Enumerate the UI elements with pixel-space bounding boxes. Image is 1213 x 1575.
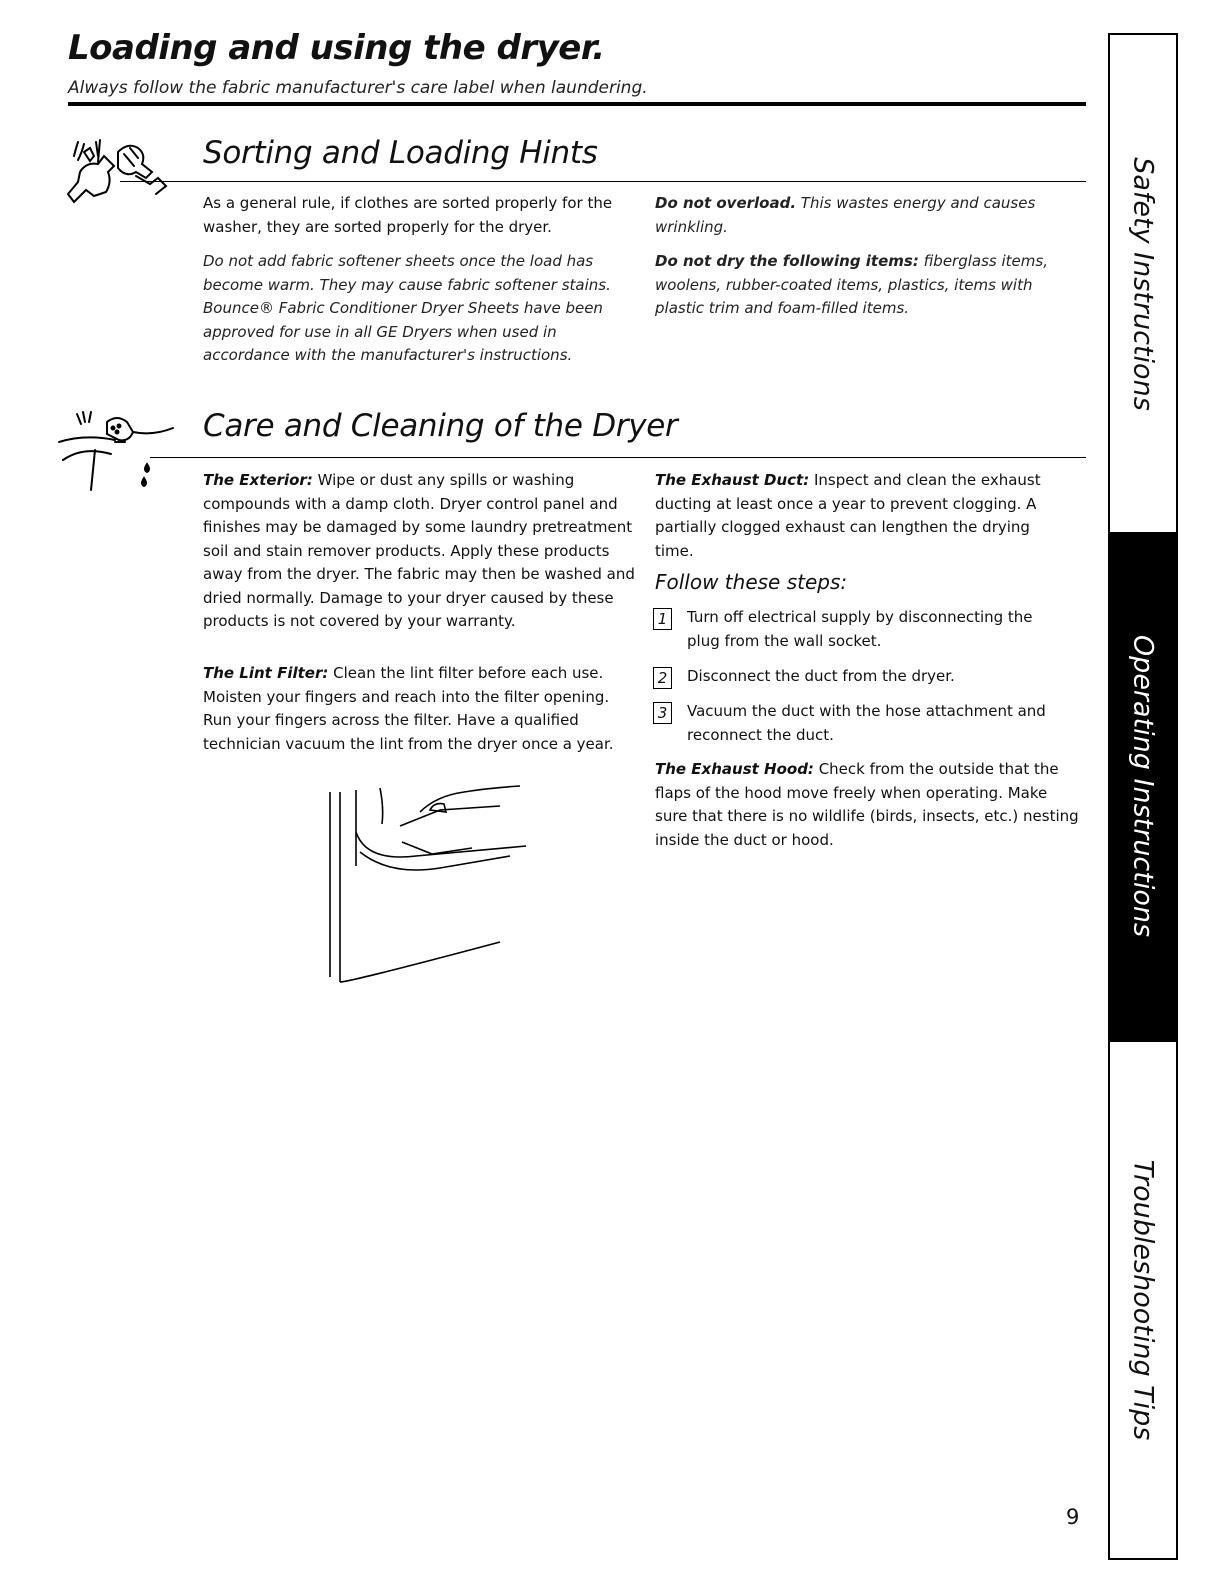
step-item [653,606,1063,653]
step-number: 2 [653,667,672,689]
step-text: Vacuum the duct with the hose attachment and reconnect the duct. [687,702,1046,744]
lint-filter-illustration [320,782,530,987]
steps-heading: Follow these steps: [655,570,848,594]
sidebar-tab-label: Operating Instructions [1127,634,1159,938]
duct-lead: The Exhaust Duct: [655,471,810,489]
clothes-icon [58,130,188,230]
dont-dry-lead: Do not dry the following items: [655,252,919,270]
section-title-sorting: Sorting and Loading Hints [203,135,598,171]
sorting-para-dont-dry [655,250,1065,321]
hood-text: Check from the outside that the flaps of the hood move freely when operating. Make sure that there is no wildlife (birds, insects, etc.) nesting inside the duct or hood. [655,760,1079,849]
step-number: 1 [653,608,672,630]
exterior-lead: The Exterior: [203,471,313,489]
sidebar-tab-label: Troubleshooting Tips [1127,1159,1159,1441]
sidebar-tab-safety[interactable] [1110,35,1176,532]
exterior-text: Wipe or dust any spills or washing compounds with a damp cloth. Dryer control panel and finishes may be damaged by some laundry pretreatment soil and stain remover products. Apply these products away from the dryer. The fabric may then be washed and dried normally. Damage to your dryer caused by these products is not covered by your warranty. [203,471,635,630]
care-para-exterior [203,469,635,634]
care-para-duct [655,469,1065,563]
step-number: 3 [653,702,672,724]
section-sidebar [1108,33,1178,1560]
section-rule-sorting [120,181,1086,182]
sorting-para-softener: Do not add fabric softener sheets once the load has become warm. They may cause fabric softener stains. Bounce® Fabric Conditioner Dryer Sheets have been approved for use in all GE Dryers when used in accordance with the manufacturer's instructions. [203,252,611,364]
section-rule-care [150,457,1086,458]
care-para-hood [655,758,1080,852]
step-item [653,665,1063,689]
overload-text: This wastes energy and causes wrinkling. [655,194,1036,236]
dont-dry-text: fiberglass items, woolens, rubber-coated items, plastics, items with plastic trim and foam-filled items. [655,252,1048,317]
sponge-icon [55,408,185,498]
care-para-lint [203,662,635,756]
page-subtitle: Always follow the fabric manufacturer's care label when laundering. [68,78,648,98]
sidebar-tab-label: Safety Instructions [1127,156,1159,411]
step-text: Disconnect the duct from the dryer. [687,667,955,685]
overload-lead: Do not overload. [655,194,797,212]
step-item [653,700,1063,747]
header-rule [68,102,1086,106]
duct-text: Inspect and clean the exhaust ducting at least once a year to prevent clogging. A partially clogged exhaust can lengthen the drying time. [655,471,1041,560]
sorting-para-overload [655,192,1065,239]
section-title-care: Care and Cleaning of the Dryer [203,408,678,444]
hood-lead: The Exhaust Hood: [655,760,814,778]
sidebar-tab-troubleshooting[interactable] [1110,1042,1176,1558]
page-number: 9 [1066,1505,1080,1529]
sorting-para-general: As a general rule, if clothes are sorted properly for the washer, they are sorted properly for the dryer. [203,194,613,236]
lint-lead: The Lint Filter: [203,664,329,682]
page-title: Loading and using the dryer. [68,28,605,68]
lint-text: Clean the lint filter before each use. Moisten your fingers and reach into the filter opening. Run your fingers across the filter. Have a qualified technician vacuum the lint from the dryer once a year. [203,664,614,753]
sidebar-tab-operating[interactable] [1110,532,1176,1040]
step-text: Turn off electrical supply by disconnecting the plug from the wall socket. [687,608,1033,650]
